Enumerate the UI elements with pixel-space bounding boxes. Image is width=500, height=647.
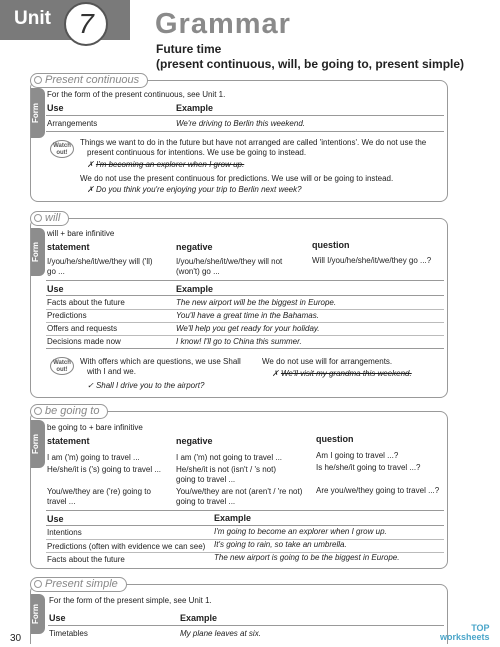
divider [46, 525, 444, 526]
use-cell: Arrangements [47, 119, 98, 128]
use-cell: Facts about the future [47, 555, 125, 564]
page-number: 30 [10, 633, 22, 644]
example-cell: I'm going to become an explorer when I grow up. [214, 527, 387, 536]
divider [46, 295, 444, 296]
statement-cell: travel ... [47, 497, 76, 506]
question-cell: Is he/she/it going to travel ...? [316, 463, 421, 472]
divider [46, 115, 444, 116]
example-header: Example [176, 284, 214, 294]
statement-cell: go ... [47, 267, 65, 276]
example-cell: It's going to rain, so take an umbrella. [214, 540, 347, 549]
site-logo: TOP worksheets [440, 623, 490, 642]
negative-cell: He/she/it is not (isn't / 's not) [176, 465, 276, 474]
divider [48, 625, 444, 626]
example-cell: The new airport is going to be the biggest in Europe. [214, 553, 400, 562]
example-cell: We're driving to Berlin this weekend. [176, 119, 305, 128]
divider [46, 348, 444, 349]
be-going-to-heading: be going to [30, 404, 108, 419]
form-note: will + bare infinitive [47, 229, 115, 238]
unit-label: Unit [14, 8, 51, 29]
statement-cell: You/we/they are ('re) going to [47, 487, 151, 496]
question-cell: Will I/you/he/she/it/we/they go ...? [312, 256, 432, 265]
negative-cell: You/we/they are not (aren't / 're not) [176, 487, 303, 496]
negative-cell: I/you/he/she/it/we/they will not [176, 257, 283, 266]
use-cell: Decisions made now [47, 337, 121, 346]
use-cell: Facts about the future [47, 298, 125, 307]
form-note: For the form of the present simple, see Unit 1. [49, 596, 212, 605]
watch-out-icon: Watch out! [50, 357, 74, 375]
question-header: question [316, 434, 354, 444]
subtitle: Future time [156, 42, 222, 56]
question-header: question [312, 240, 350, 250]
example-cell: The new airport will be the biggest in Europe. [176, 298, 337, 307]
wrong-example: ✗ I'm becoming an explorer when I grow up. [87, 160, 245, 169]
will-heading: will [30, 211, 69, 226]
watch-out-icon: Watch out! [50, 140, 74, 158]
form-side-label: Form [31, 228, 45, 276]
negative-cell: (won't) go ... [176, 267, 220, 276]
statement-cell: I/you/he/she/it/we/they will ('ll) [47, 257, 153, 266]
use-cell: Offers and requests [47, 324, 118, 333]
use-header: Use [47, 103, 64, 113]
example-cell: You'll have a great time in the Bahamas. [176, 311, 319, 320]
question-cell: Am I going to travel ...? [316, 451, 399, 460]
use-cell: Timetables [49, 629, 88, 638]
watch-note: With offers which are questions, we use Shall [80, 357, 241, 366]
form-side-label: Form [31, 420, 45, 468]
statement-cell: He/she/it is ('s) going to travel ... [47, 465, 162, 474]
watch-note: with I and we. [87, 367, 136, 376]
example-header: Example [214, 513, 252, 523]
divider [46, 510, 444, 511]
example-header: Example [176, 103, 214, 113]
watch-note: present continuous for intentions. We use be going to instead. [87, 148, 307, 157]
unit-number: 7 [64, 2, 108, 46]
wrong-example: ✗ Do you think you're enjoying your trip to Berlin next week? [87, 185, 302, 194]
example-header: Example [180, 613, 218, 623]
watch-note: We do not use will for arrangements. [262, 357, 393, 366]
example-cell: My plane leaves at six. [180, 629, 261, 638]
statement-cell: I am ('m) going to travel ... [47, 453, 140, 462]
use-cell: Intentions [47, 528, 82, 537]
use-cell: Predictions [47, 311, 87, 320]
example-cell: We'll help you get ready for your holiday. [176, 324, 320, 333]
statement-header: statement [47, 242, 90, 252]
form-note: be going to + bare infinitive [47, 423, 143, 432]
use-header: Use [47, 514, 64, 524]
watch-note: Things we want to do in the future but have not arranged are called 'intentions'. We do not use the [80, 138, 427, 147]
question-cell: Are you/we/they going to travel ...? [316, 486, 440, 495]
negative-cell: I am ('m) not going to travel ... [176, 453, 283, 462]
negative-cell: going to travel ... [176, 475, 236, 484]
form-side-label: Form [31, 88, 45, 138]
divider [46, 322, 444, 323]
divider [46, 335, 444, 336]
form-side-label: Form [31, 594, 45, 634]
page-title: Grammar [155, 8, 291, 40]
present-simple-heading: Present simple [30, 577, 127, 592]
divider [46, 280, 444, 281]
statement-header: statement [47, 436, 90, 446]
form-note: For the form of the present continuous, see Unit 1. [47, 90, 226, 99]
wrong-example: ✗ We'll visit my grandma this weekend. [272, 369, 412, 378]
present-continuous-heading: Present continuous [30, 73, 148, 88]
example-cell: I know! I'll go to China this summer. [176, 337, 302, 346]
use-header: Use [47, 284, 64, 294]
correct-example: ✓ Shall I drive you to the airport? [87, 381, 205, 390]
negative-header: negative [176, 436, 213, 446]
watch-note: We do not use the present continuous for predictions. We use will or be going to instead. [80, 174, 394, 183]
negative-header: negative [176, 242, 213, 252]
subtitle-topics: (present continuous, will, be going to, present simple) [156, 57, 465, 71]
use-cell: Predictions (often with evidence we can see) [47, 542, 206, 551]
divider [46, 131, 444, 132]
divider [46, 309, 444, 310]
negative-cell: going to travel ... [176, 497, 236, 506]
use-header: Use [49, 613, 66, 623]
